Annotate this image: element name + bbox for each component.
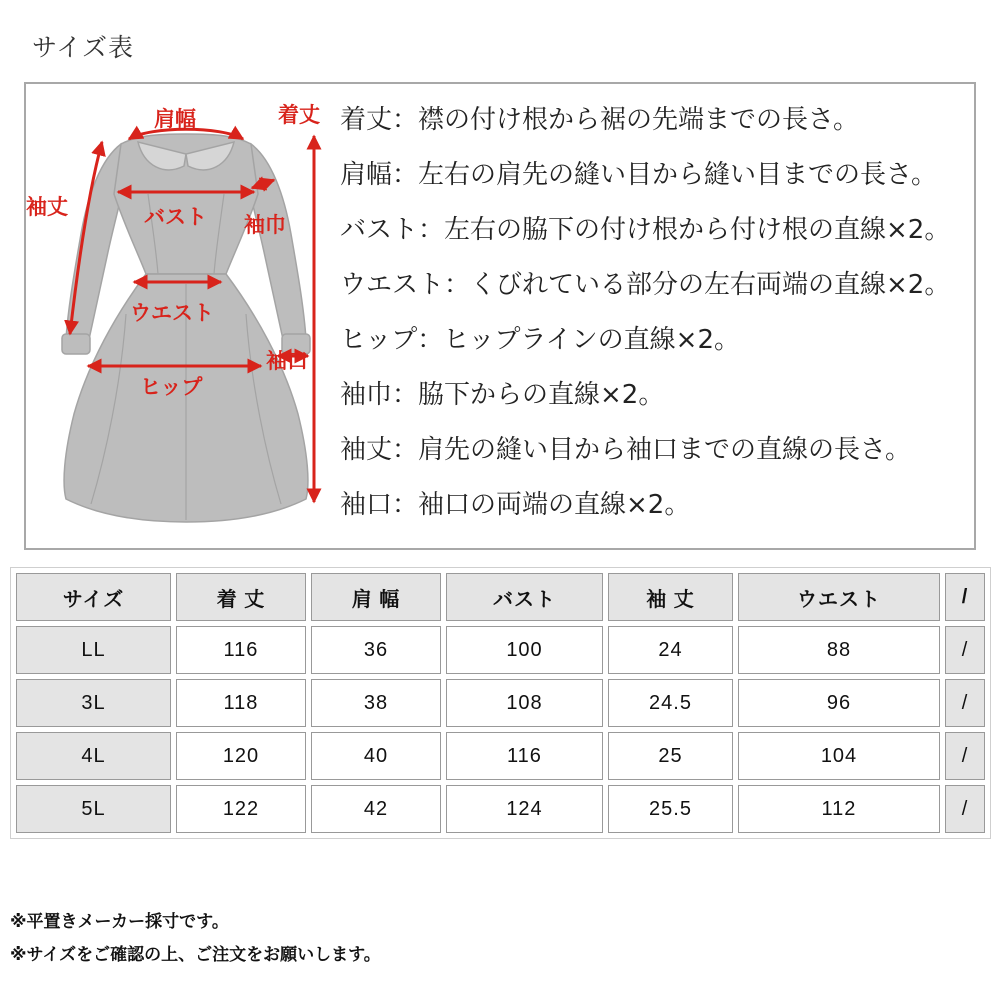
label-hip: ヒップ — [140, 374, 203, 399]
cell-sleeve-length: 24 — [608, 626, 733, 674]
cell-shoulder: 42 — [311, 785, 441, 833]
definition-sleeve-length: 袖丈：肩先の縫い目から袖口までの直線の長さ。 — [340, 435, 911, 465]
cell-waist: 96 — [738, 679, 940, 727]
cell-extra: / — [945, 785, 985, 833]
label-sleeve-width: 袖巾 — [244, 212, 286, 237]
cell-bust: 124 — [446, 785, 603, 833]
cell-shoulder: 40 — [311, 732, 441, 780]
cell-bust: 116 — [446, 732, 603, 780]
cell-extra: / — [945, 732, 985, 780]
table-header-row — [16, 573, 985, 621]
cell-size: 3L — [16, 679, 171, 727]
header-size: サイズ — [16, 573, 171, 621]
definition-hip: ヒップ：ヒップラインの直線×2。 — [340, 325, 740, 355]
cell-bust: 108 — [446, 679, 603, 727]
table-row — [16, 732, 985, 780]
definition-waist: ウエスト：くびれている部分の左右両端の直線×2。 — [340, 270, 951, 300]
size-table — [10, 567, 991, 839]
table-row — [16, 679, 985, 727]
cell-size: LL — [16, 626, 171, 674]
definition-sleeve-width: 袖巾：脇下からの直線×2。 — [340, 380, 665, 410]
label-waist: ウエスト — [130, 300, 214, 325]
header-waist: ウエスト — [738, 573, 940, 621]
label-sleeve-length: 袖丈 — [26, 194, 68, 219]
cell-waist: 104 — [738, 732, 940, 780]
header-length: 着 丈 — [176, 573, 306, 621]
cell-sleeve-length: 25.5 — [608, 785, 733, 833]
cell-shoulder: 36 — [311, 626, 441, 674]
header-extra: / — [945, 573, 985, 621]
cell-waist: 112 — [738, 785, 940, 833]
cell-length: 122 — [176, 785, 306, 833]
cell-length: 116 — [176, 626, 306, 674]
cell-extra: / — [945, 679, 985, 727]
note-confirm: ※サイズをご確認の上、ご注文をお願いします。 — [10, 945, 381, 965]
table-row — [16, 785, 985, 833]
label-length: 着丈 — [278, 102, 320, 127]
cell-length: 118 — [176, 679, 306, 727]
cell-extra: / — [945, 626, 985, 674]
cell-size: 4L — [16, 732, 171, 780]
header-shoulder: 肩 幅 — [311, 573, 441, 621]
cell-sleeve-length: 25 — [608, 732, 733, 780]
measurement-definitions — [340, 98, 980, 538]
definition-bust: バスト：左右の脇下の付け根から付け根の直線×2。 — [340, 215, 951, 245]
page-title: サイズ表 — [32, 33, 135, 62]
cell-length: 120 — [176, 732, 306, 780]
table-row — [16, 626, 985, 674]
cell-bust: 100 — [446, 626, 603, 674]
cell-sleeve-length: 24.5 — [608, 679, 733, 727]
definition-length: 着丈：襟の付け根から裾の先端までの長さ。 — [340, 105, 859, 135]
header-bust: バスト — [446, 573, 603, 621]
label-cuff: 袖口 — [266, 348, 308, 373]
size-diagram-panel — [24, 82, 976, 550]
notes — [10, 906, 381, 972]
definition-cuff: 袖口：袖口の両端の直線×2。 — [340, 490, 691, 520]
cell-size: 5L — [16, 785, 171, 833]
definition-shoulder: 肩幅：左右の肩先の縫い目から縫い目までの長さ。 — [340, 160, 937, 190]
cell-shoulder: 38 — [311, 679, 441, 727]
label-bust: バスト — [144, 204, 207, 229]
label-shoulder: 肩幅 — [154, 106, 196, 131]
note-measurement: ※平置きメーカー採寸です。 — [10, 912, 229, 932]
cell-waist: 88 — [738, 626, 940, 674]
header-sleeve-length: 袖 丈 — [608, 573, 733, 621]
